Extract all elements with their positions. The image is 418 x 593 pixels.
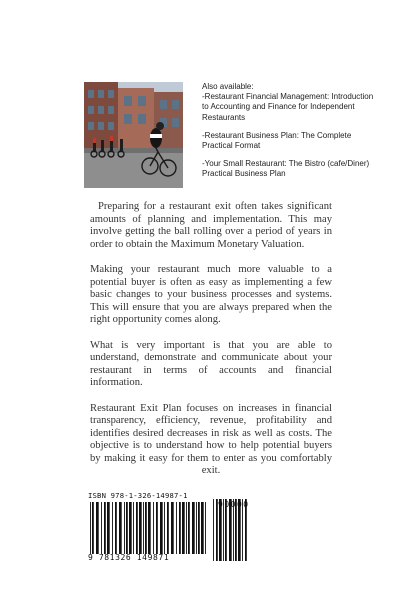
barcode-bar	[112, 502, 113, 554]
barcode-bar	[153, 502, 154, 554]
barcode-bar	[188, 502, 190, 554]
also-available-item: -Restaurant Financial Management: Introduction to Accounting and Finance for Independent Restaurants	[202, 92, 374, 122]
barcode-bar	[90, 502, 91, 554]
cover-photo-cyclists	[84, 82, 183, 188]
barcode-bar	[124, 502, 125, 554]
isbn-text: ISBN 978-1-326-14987-1	[88, 491, 188, 500]
barcode-bar	[196, 502, 197, 554]
barcode-bar	[160, 502, 163, 554]
barcode-bar	[176, 502, 177, 554]
barcode-bar	[198, 502, 200, 554]
also-available-heading: Also available:	[202, 82, 254, 91]
barcode-bar	[182, 502, 185, 554]
barcode-bar	[133, 502, 134, 554]
barcode-bar	[136, 502, 138, 554]
barcode-bar	[156, 502, 158, 554]
also-available-item: -Restaurant Business Plan: The Complete Practical Format	[202, 130, 352, 151]
barcode-bar	[148, 502, 151, 554]
also-available-item: -Your Small Restaurant: The Bistro (cafe/Diner) Practical Business Plan	[202, 159, 370, 179]
barcode-bars	[90, 502, 210, 554]
barcode-bar	[104, 502, 106, 554]
barcode-bar	[213, 499, 214, 561]
also-available-list	[202, 82, 382, 188]
barcode-bar	[186, 502, 187, 554]
barcode-bar	[126, 502, 128, 554]
isbn-barcode	[88, 491, 212, 566]
barcode-bar	[201, 502, 204, 554]
barcode-bar	[92, 502, 94, 554]
barcode-bar	[119, 502, 122, 554]
barcode-bar	[115, 502, 117, 554]
barcode-bar	[164, 502, 165, 554]
barcode-addon-digits: 90000	[218, 500, 250, 509]
blurb-paragraph: Preparing for a restaurant exit often takes significant amounts of planning and implementation. This may involve getting the ball rolling over a period of years in order to obtain the Maximum Monetary Valuation.	[90, 201, 332, 250]
barcode-bar	[205, 502, 206, 554]
barcode-bar	[171, 502, 174, 554]
barcode-bar	[101, 502, 102, 554]
blurb-paragraph: Restaurant Exit Plan focuses on increases in financial transparency, efficiency, revenue, profitability and identifies desired decreases in risk as well as costs. The objective is to understand how to help potential buyers by making it easy for them to enter as you comfortably exit.	[90, 402, 332, 477]
back-cover-blurb	[90, 201, 332, 478]
barcode-bar	[179, 502, 181, 554]
barcode-digits: 9 781326 149871	[88, 553, 170, 562]
barcode-bar	[145, 502, 147, 554]
blurb-paragraph: Making your restaurant much more valuable to a potential buyer is often as easy as implementing a few basic changes to your business processes and systems. This will ensure that you are always prepared when the right opportunity comes along.	[90, 263, 332, 326]
blurb-paragraph: What is very important is that you are able to understand, demonstrate and communicate about your restaurant in terms of accounts and financial information.	[90, 339, 332, 389]
barcode-bar	[167, 502, 169, 554]
cyclists-image	[84, 82, 183, 188]
barcode-bar	[96, 502, 99, 554]
barcode-bar	[143, 502, 144, 554]
barcode-bar	[139, 502, 142, 554]
barcode-bar	[107, 502, 110, 554]
barcode-bar	[129, 502, 132, 554]
barcode-bar	[192, 502, 195, 554]
